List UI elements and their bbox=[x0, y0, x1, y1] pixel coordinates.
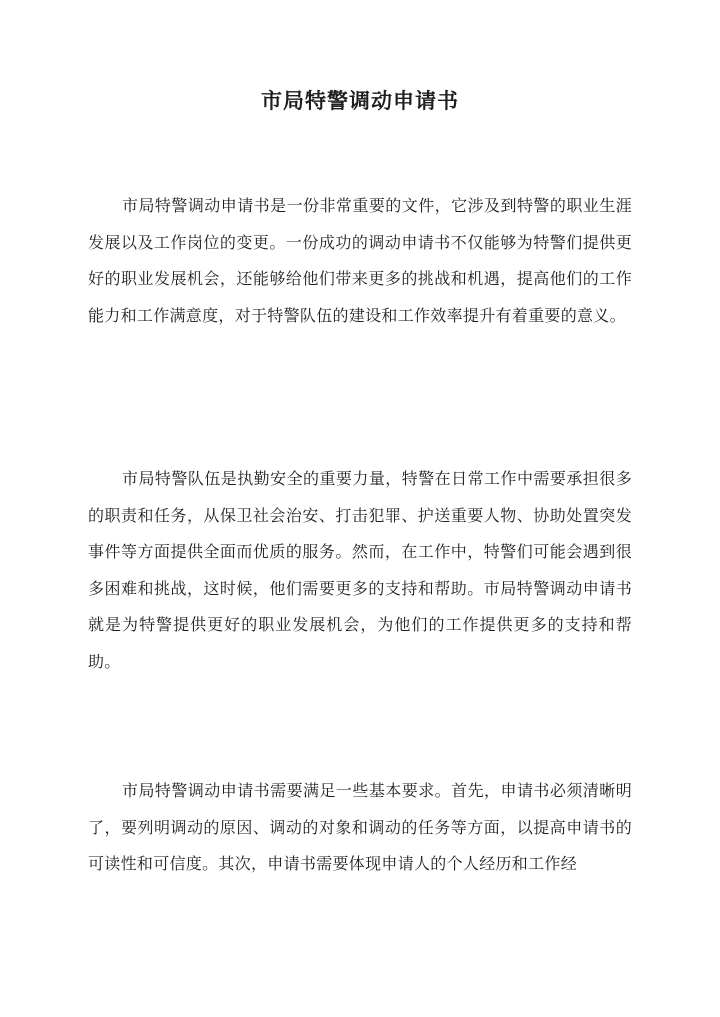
paragraph-2: 市局特警队伍是执勤安全的重要力量，特警在日常工作中需要承担很多的职责和任务，从保卫社会治安、打击犯罪、护送重要人物、协助处置突发事件等方面提供全面而优质的服务。然而，在工作中，特警们可能会遇到很多困难和挑战，这时候，他们需要更多的支持和帮助。市局特警调动申请书就是为特警提供更好的职业发展机会，为他们的工作提供更多的支持和帮助。 bbox=[88, 469, 632, 671]
document-title: 市局特警调动申请书 bbox=[261, 88, 459, 113]
paragraph-3: 市局特警调动申请书需要满足一些基本要求。首先，申请书必须清晰明了，要列明调动的原因、调动的对象和调动的任务等方面，以提高申请书的可读性和可信度。其次，申请书需要体现申请人的个人经历和工作经 bbox=[88, 781, 632, 873]
paragraph-1: 市局特警调动申请书是一份非常重要的文件，它涉及到特警的职业生涯发展以及工作岗位的变更。一份成功的调动申请书不仅能够为特警们提供更好的职业发展机会，还能够给他们带来更多的挑战和机遇，提高他们的工作能力和工作满意度，对于特警队伍的建设和工作效率提升有着重要的意义。 bbox=[88, 196, 632, 325]
